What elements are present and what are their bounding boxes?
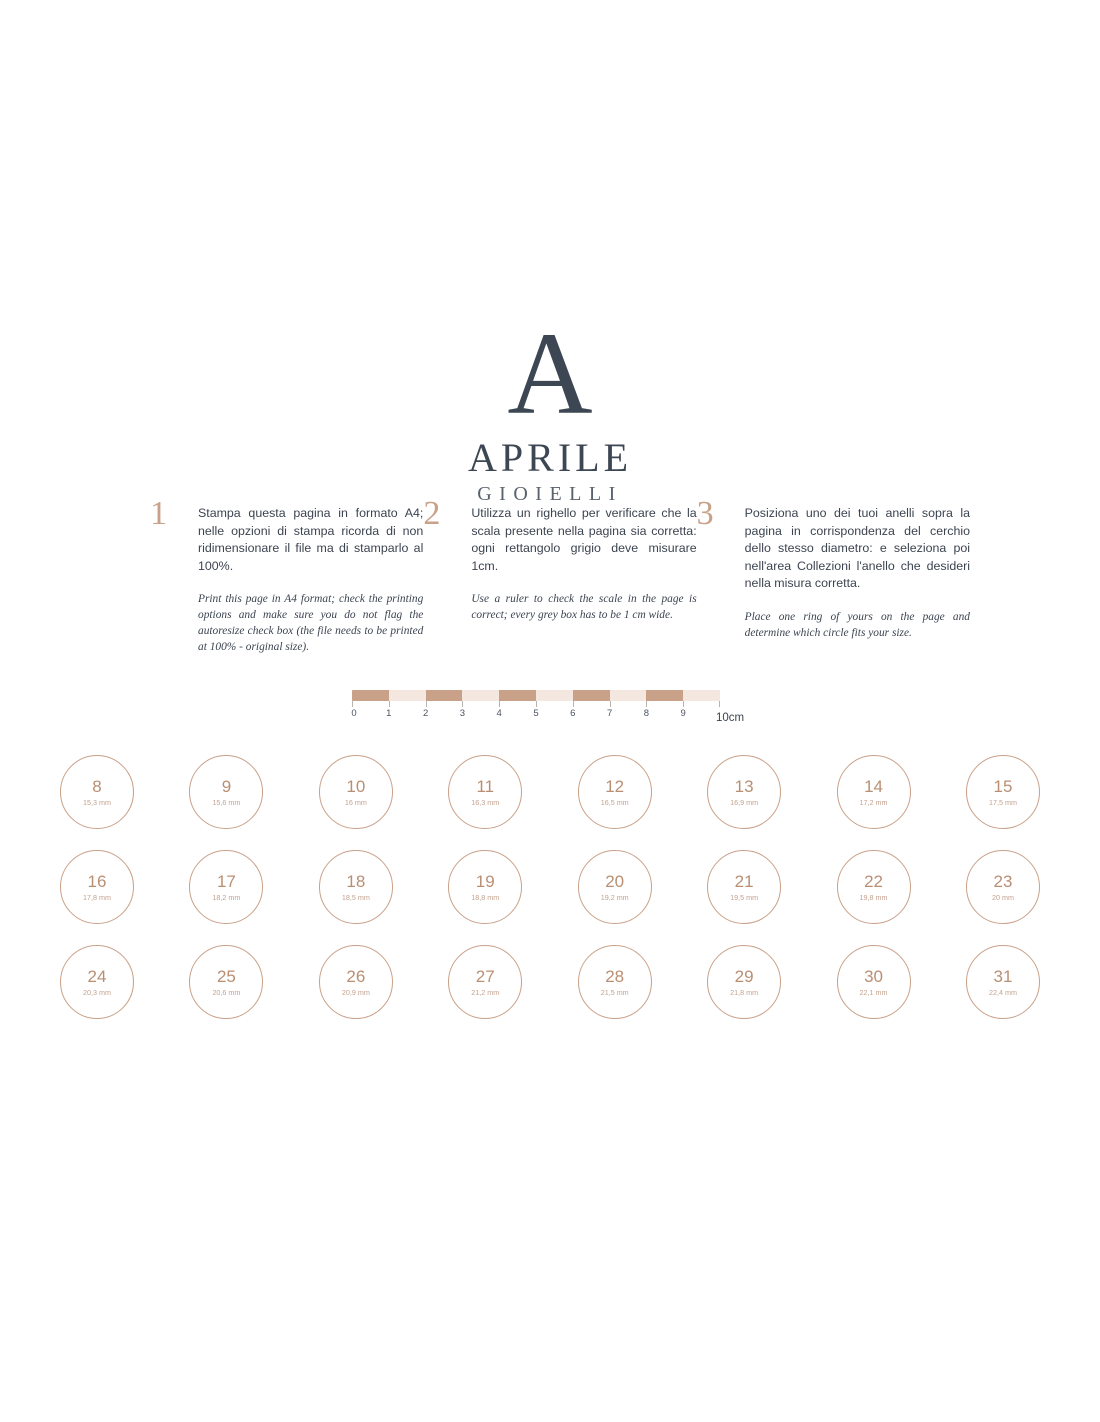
ring-size-label: 14 xyxy=(864,776,883,796)
ring-circle[interactable] xyxy=(319,755,393,829)
step-2-number: 2 xyxy=(423,495,441,532)
ring-size-label: 26 xyxy=(346,966,366,986)
ring-row xyxy=(60,945,1040,1019)
ruler-label: 6 xyxy=(570,708,576,719)
ring-diameter-label: 21,8 mm xyxy=(730,987,759,997)
ruler-segment xyxy=(462,690,499,701)
ruler-segment xyxy=(352,690,389,701)
ring-diameter-label: 18,5 mm xyxy=(341,892,370,902)
ring-circle[interactable] xyxy=(707,945,781,1019)
ring-size-label: 21 xyxy=(734,871,754,891)
step-3 xyxy=(696,495,970,655)
ring-diameter-label: 16,5 mm xyxy=(600,797,629,807)
ring-size-label: 13 xyxy=(734,776,754,796)
ring-size-label: 17 xyxy=(216,871,236,891)
ring-diameter-label: 20 mm xyxy=(991,892,1014,902)
ruler-label: 9 xyxy=(680,708,686,719)
ring-circle[interactable] xyxy=(966,755,1040,829)
ring-diameter-label: 20,6 mm xyxy=(212,987,241,997)
ring-diameter-label: 17,2 mm xyxy=(859,797,888,807)
ring-circle[interactable] xyxy=(319,850,393,924)
ruler-labels xyxy=(352,708,720,722)
ring-size-label: 30 xyxy=(864,966,883,986)
ring-circle[interactable] xyxy=(707,850,781,924)
ruler-segment xyxy=(646,690,683,701)
ring-diameter-label: 20,9 mm xyxy=(341,987,370,997)
ruler-ticks xyxy=(352,701,720,708)
instruction-steps xyxy=(150,495,970,655)
ring-diameter-label: 17,8 mm xyxy=(83,892,111,902)
step-3-text-it: Posiziona uno dei tuoi anelli sopra la pagina in corrispondenza del cerchio dello stesso diametro: e seleziona poi nell'area Collezioni l'anello che desideri nella misura corretta. xyxy=(744,506,970,591)
ring-size-label: 29 xyxy=(734,966,754,986)
brand-tagline: GIOIELLI xyxy=(477,483,623,505)
logo-monogram-icon: A xyxy=(507,308,593,439)
ruler-label: 1 xyxy=(386,708,392,719)
ring-size-label: 15 xyxy=(993,776,1013,796)
ring-row xyxy=(60,755,1040,829)
step-1 xyxy=(150,495,424,655)
ring-size-label: 24 xyxy=(87,966,107,986)
ring-circle[interactable] xyxy=(707,755,781,829)
ruler-segment xyxy=(426,690,463,701)
brand-name: APRILE xyxy=(468,435,632,480)
ring-circle[interactable] xyxy=(448,945,522,1019)
ruler-label: 2 xyxy=(422,708,429,719)
ring-circle[interactable] xyxy=(60,850,134,924)
ring-diameter-label: 19,8 mm xyxy=(859,892,888,902)
ring-diameter-label: 18,2 mm xyxy=(212,892,241,902)
ring-circle[interactable] xyxy=(60,755,134,829)
ring-circle[interactable] xyxy=(189,945,263,1019)
scale-ruler xyxy=(352,690,752,722)
ring-diameter-label: 21,5 mm xyxy=(600,987,629,997)
step-2-text-it: Utilizza un righello per verificare che la scala presente nella pagina sia corretta: ogni rettangolo grigio deve misurare 1cm. xyxy=(471,506,697,573)
ring-size-label: 28 xyxy=(605,966,625,986)
ring-diameter-label: 22,4 mm xyxy=(988,987,1017,997)
ring-circle[interactable] xyxy=(966,945,1040,1019)
ruler-bar xyxy=(352,690,720,701)
ring-circle[interactable] xyxy=(578,755,652,829)
ring-diameter-label: 15,6 mm xyxy=(212,797,241,807)
brand-logo xyxy=(0,308,1100,506)
ring-size-label: 11 xyxy=(476,776,495,796)
ring-size-label: 19 xyxy=(475,871,495,891)
ring-diameter-label: 16,9 mm xyxy=(730,797,759,807)
ruler-end-label: 10cm xyxy=(716,712,745,724)
ring-size-label: 12 xyxy=(605,776,625,796)
ruler-label: 4 xyxy=(496,708,502,719)
ring-diameter-label: 17,5 mm xyxy=(988,797,1017,807)
ring-diameter-label: 16 mm xyxy=(344,797,367,807)
ring-circle[interactable] xyxy=(578,850,652,924)
ruler-segment xyxy=(573,690,610,701)
ring-diameter-label: 15,3 mm xyxy=(83,797,111,807)
ring-diameter-label: 21,2 mm xyxy=(471,987,500,997)
ring-size-label: 8 xyxy=(92,776,102,796)
ruler-label: 3 xyxy=(459,708,466,719)
ruler-label: 8 xyxy=(643,708,650,719)
step-1-text-en: Print this page in A4 format; check the printing options and make sure you do not flag the autoresize check box (the file needs to be printed at 100% - original size). xyxy=(198,593,424,653)
ring-diameter-label: 22,1 mm xyxy=(859,987,888,997)
ring-size-label: 23 xyxy=(993,871,1013,891)
ring-diameter-label: 18,8 mm xyxy=(471,892,500,902)
ring-circle[interactable] xyxy=(966,850,1040,924)
ring-size-label: 9 xyxy=(221,776,232,796)
ruler-label: 5 xyxy=(533,708,539,719)
ring-diameter-label: 19,5 mm xyxy=(730,892,759,902)
step-1-number: 1 xyxy=(150,495,167,532)
ring-circle[interactable] xyxy=(60,945,134,1019)
ruler-segment xyxy=(610,690,647,701)
ruler-segment xyxy=(389,690,426,701)
ruler-segment xyxy=(536,690,573,701)
step-1-text-it: Stampa questa pagina in formato A4; nelle opzioni di stampa ricorda di non ridimensionare il file ma di stamparlo al 100%. xyxy=(198,506,424,573)
ring-row xyxy=(60,850,1040,924)
ring-size-label: 31 xyxy=(993,966,1013,986)
ring-size-label: 16 xyxy=(87,871,107,891)
ring-circle[interactable] xyxy=(448,850,522,924)
ring-diameter-label: 16,3 mm xyxy=(471,797,500,807)
ring-circle[interactable] xyxy=(189,755,263,829)
ring-size-label: 10 xyxy=(346,776,366,796)
step-3-text-en: Place one ring of yours on the page and determine which circle fits your size. xyxy=(744,611,970,639)
ruler-segment xyxy=(499,690,536,701)
ring-diameter-label: 19,2 mm xyxy=(600,892,629,902)
ring-size-grid xyxy=(60,755,1040,1040)
step-2 xyxy=(423,495,697,655)
ring-circle[interactable] xyxy=(837,755,911,829)
ring-size-label: 18 xyxy=(346,871,366,891)
ring-circle[interactable] xyxy=(448,755,522,829)
ring-circle[interactable] xyxy=(189,850,263,924)
ring-circle[interactable] xyxy=(578,945,652,1019)
ring-circle[interactable] xyxy=(837,945,911,1019)
ring-circle[interactable] xyxy=(319,945,393,1019)
ruler-label: 0 xyxy=(351,708,357,719)
ring-size-label: 22 xyxy=(864,871,883,891)
ring-size-label: 25 xyxy=(216,966,236,986)
ring-size-label: 27 xyxy=(475,966,495,986)
ring-circle[interactable] xyxy=(837,850,911,924)
step-3-number: 3 xyxy=(696,495,714,532)
step-2-text-en: Use a ruler to check the scale in the page is correct; every grey box has to be 1 cm wide. xyxy=(471,593,697,622)
ruler-label: 7 xyxy=(606,708,613,719)
ring-size-label: 20 xyxy=(605,871,625,891)
ring-diameter-label: 20,3 mm xyxy=(83,987,111,997)
ruler-segment xyxy=(683,690,720,701)
